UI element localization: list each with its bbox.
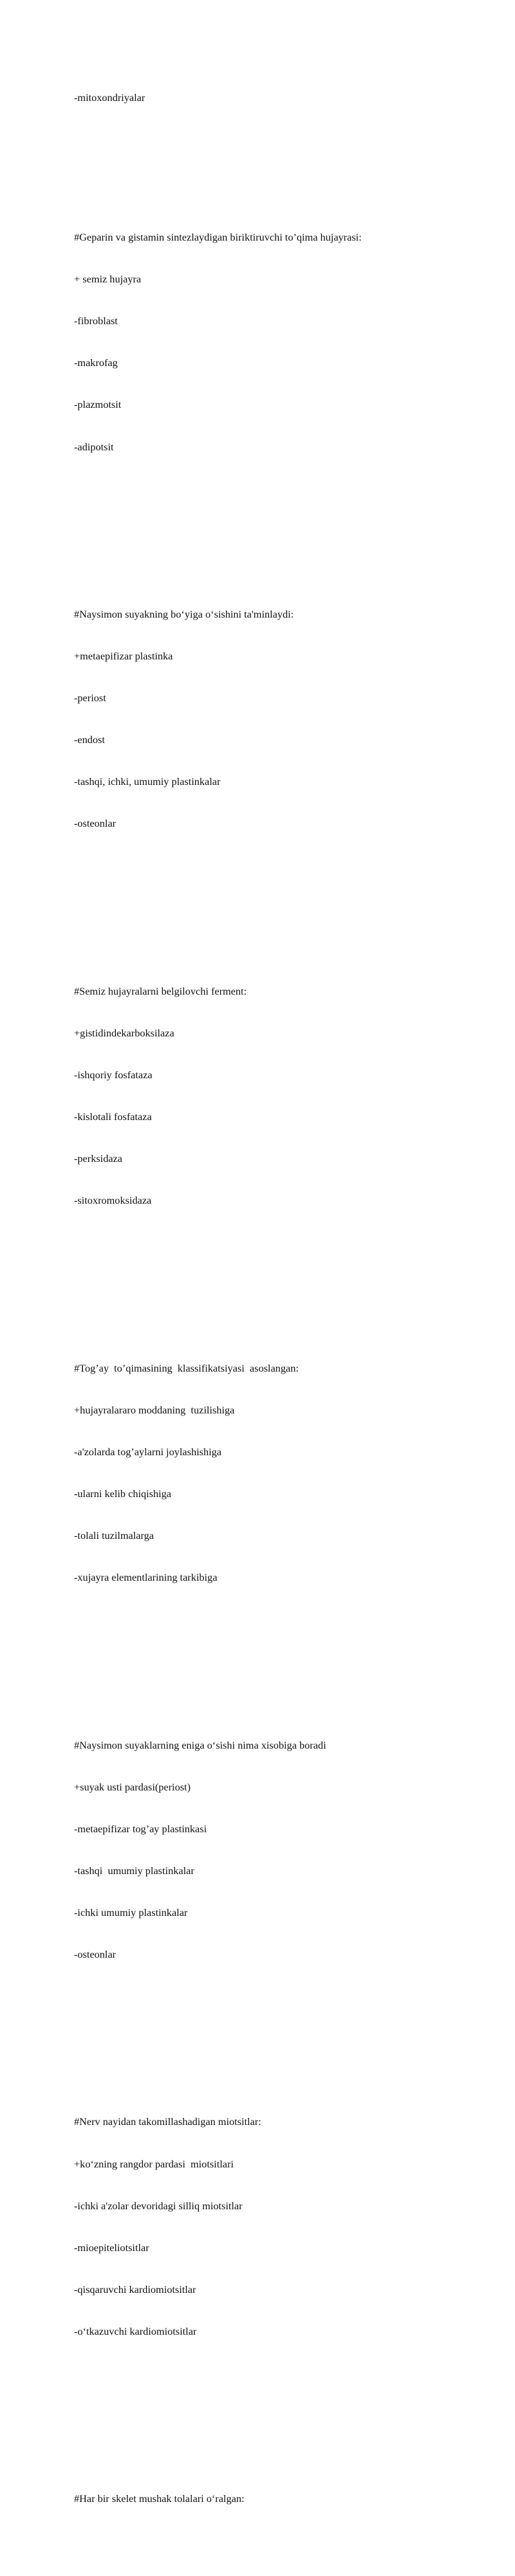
answer-option: +gistidindekarboksilaza (74, 1026, 174, 1039)
answer-option: -o‘tkazuvchi kardiomiotsitlar (74, 2324, 197, 2337)
question-block (74, 203, 486, 482)
question-block (74, 2087, 486, 2366)
answer-option: -mitoxondriyalar (74, 91, 145, 104)
blank-line (74, 2018, 486, 2032)
answer-option: +hujayralararo moddaning tuzilishiga (74, 1403, 235, 1416)
answer-option: -periost (74, 692, 106, 704)
answer-option: -qisqaruvchi kardiomiotsitlar (74, 2283, 196, 2295)
answer-option: -a'zolarda tog’aylarni joylashishiga (74, 1445, 221, 1458)
question-block (74, 1710, 486, 1989)
answer-option: -osteonlar (74, 1948, 117, 1961)
answer-option: -kislotali fosfataza (74, 1110, 152, 1123)
answer-option: -mioepiteliotsitlar (74, 2241, 149, 2254)
answer-option: -ichki umumiy plastinkalar (74, 1906, 188, 1918)
question-text: #Har bir skelet mushak tolalari o‘ralgan: (74, 2492, 245, 2505)
question-block (74, 2464, 486, 2534)
blank-line (74, 1641, 486, 1655)
blank-line (74, 2394, 486, 2408)
question-block (74, 956, 486, 1235)
answer-option: -plazmotsit (74, 398, 122, 411)
question-text: #Naysimon suyaklarning eniga o‘sishi nima xisobiga boradi (74, 1738, 326, 1751)
answer-option: -adipotsit (74, 440, 114, 453)
blank-line (74, 133, 486, 147)
answer-option: +suyak usti pardasi(periost) (74, 1780, 191, 1793)
answer-option: -perksidaza (74, 1152, 123, 1165)
blank-line (74, 1264, 486, 1278)
answer-option: +metaepifizar plastinka (74, 650, 173, 663)
answer-option: -fibroblast (74, 315, 118, 327)
blank-line (74, 510, 486, 524)
question-text: #Tog’ay to’qimasining klassifikatsiyasi asoslangan: (74, 1361, 299, 1374)
question-block (74, 1333, 486, 1612)
answer-option: -ichki a'zolar devoridagi silliq miotsitlar (74, 2199, 243, 2212)
answer-option: -xujayra elementlarining tarkibiga (74, 1571, 218, 1584)
answer-option: -tashqi, ichki, umumiy plastinkalar (74, 775, 221, 788)
answer-option: -endost (74, 733, 105, 746)
answer-option: -ishqoriy fosfataza (74, 1069, 153, 1081)
answer-option: -osteonlar (74, 817, 117, 830)
question-text: #Naysimon suyakning bo‘yiga o‘sishini ta'minlaydi: (74, 607, 294, 620)
answer-option: -makrofag (74, 356, 118, 369)
answer-option: + semiz hujayra (74, 273, 142, 286)
answer-option: -tashqi umumiy plastinkalar (74, 1864, 194, 1877)
question-text: #Geparin va gistamin sintezlaydigan biriktiruvchi to’qima hujayrasi: (74, 231, 362, 244)
answer-option: +ko‘zning rangdor pardasi miotsitlari (74, 2157, 234, 2170)
answer-option: -tolali tuzilmalarga (74, 1529, 154, 1542)
answer-option: -metaepifizar tog’ay plastinkasi (74, 1822, 207, 1835)
answer-option: -ularni kelib chiqishiga (74, 1487, 172, 1500)
document-body (74, 49, 486, 2576)
question-text: #Nerv nayidan takomillashadigan miotsitlar: (74, 2115, 261, 2128)
blank-line (74, 887, 486, 901)
answer-option: -sitoxromoksidaza (74, 1194, 152, 1207)
question-text: #Semiz hujayralarni belgilovchi ferment: (74, 984, 247, 997)
question-block (74, 580, 486, 859)
